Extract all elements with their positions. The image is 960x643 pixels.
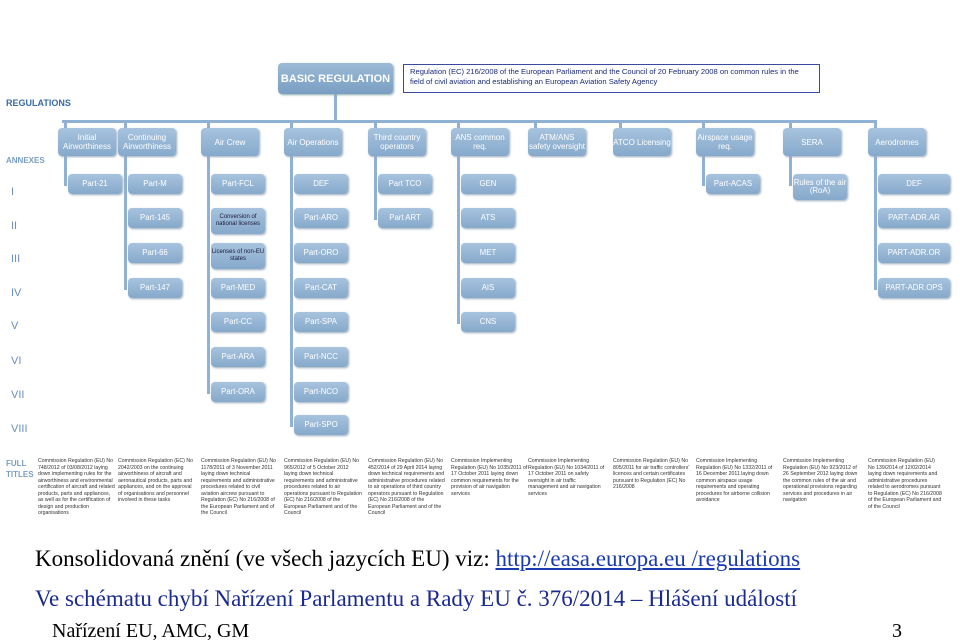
- annex-part: DEF: [294, 174, 348, 194]
- annex-number: VIII: [11, 423, 28, 435]
- annex-part: Licenses of non-EU states: [211, 243, 265, 269]
- regulation-header: Third country operators: [368, 128, 426, 156]
- annex-part: Part TCO: [378, 174, 432, 194]
- column-connector: [290, 120, 293, 427]
- full-title: Commission Regulation (EU) No 748/2012 of 03/08/2012 laying down implementing rules for the airworthiness and environmental certification of aircraft and related products, parts and appliances, as well as for the certification of design and production organisations: [38, 458, 115, 516]
- annex-part: Part-MED: [211, 278, 265, 298]
- missing-regulation-note: Ve schématu chybí Nařízení Parlamentu a Rady EU č. 376/2014 – Hlášení událostí: [35, 586, 797, 611]
- consolidated-text-line: [35, 546, 800, 572]
- annex-part: GEN: [461, 174, 515, 194]
- regulation-header: Air Crew: [201, 128, 259, 156]
- full-title: Commission Regulation (EU) No 1178/2011 of 3 November 2011 laying down technical requirements and administrative procedures related to civil aviation aircrew pursuant to Regulation (EC) No 216/2008 of the European Parliament and of the Council: [201, 458, 276, 516]
- annex-part: Part-21: [68, 174, 122, 194]
- annex-number: IV: [11, 287, 22, 299]
- annex-part: Rules of the air (RoA): [793, 174, 847, 200]
- annex-part: MET: [461, 243, 515, 263]
- full-title: Commission Regulation (EU) No 452/2014 of 29 April 2014 laying down technical requirements and administrative procedures related to air operations of third country operators pursuant to Regulation (EC) No 216/2008 of the European Parliament and of the Council: [368, 458, 445, 516]
- regulation-header: Continuing Airworthiness: [118, 128, 176, 156]
- regulation-header: Aerodromes: [868, 128, 926, 156]
- annex-part: PART-ADR.OPS: [878, 278, 950, 298]
- annex-part: Part-147: [128, 278, 182, 298]
- regulations-label: REGULATIONS: [6, 98, 71, 108]
- regulation-description: Regulation (EC) 216/2008 of the European Parliament and the Council of 20 February 2008 on common rules in the field of civil aviation and establishing an European Aviation Safety Agency: [403, 64, 820, 93]
- full-title: Commission Implementing Regulation (EU) No 1034/2011 of 17 October 2011 on safety oversight in air traffic management and air navigation services: [528, 458, 605, 497]
- annex-part: DEF: [878, 174, 950, 194]
- annex-part: PART-ADR.OR: [878, 243, 950, 263]
- annex-part: Part-ARA: [211, 347, 265, 367]
- annex-part: Part-NCO: [294, 382, 348, 402]
- annex-part: Part-145: [128, 208, 182, 228]
- annex-part: Part-NCC: [294, 347, 348, 367]
- full-title: Commission Implementing Regulation (EU) No 923/2012 of 26 September 2012 laying down the common rules of the air and operational provisions regarding services and procedures in air navigation: [783, 458, 858, 503]
- column-connector: [207, 120, 210, 394]
- annex-number: VII: [11, 389, 25, 401]
- annex-part: CNS: [461, 312, 515, 332]
- annex-part: Part-SPO: [294, 415, 348, 435]
- full-titles-label: FULL TITLES: [6, 459, 34, 479]
- top-connector: [62, 120, 877, 123]
- full-title: Commission Regulation (EU) No 805/2011 for air traffic controllers' licences and certain certificates pursuant to Regulation (EC) No 216/2008: [613, 458, 690, 490]
- regulation-header: ATCO Licensing: [613, 128, 671, 156]
- annex-number: III: [11, 253, 21, 265]
- page-number: 3: [892, 620, 902, 642]
- annex-part: Part-ARO: [294, 208, 348, 228]
- annex-part: Part-ACAS: [706, 174, 760, 194]
- annex-part: PART-ADR.AR: [878, 208, 950, 228]
- annex-part: Conversion of national licenses: [211, 208, 265, 234]
- regulation-header: Airspace usage req.: [696, 128, 754, 156]
- full-title: Commission Implementing Regulation (EU) No 1332/2011 of 16 December 2011 laying down common airspace usage requirements and operating procedures for airborne collision avoidance: [696, 458, 773, 503]
- annex-part: Part-CC: [211, 312, 265, 332]
- regulation-header: Initial Airworthiness: [58, 128, 116, 156]
- annex-part: Part ART: [378, 208, 432, 228]
- annex-part: Part-FCL: [211, 174, 265, 194]
- annex-number: VI: [11, 355, 22, 367]
- consolidated-text: Konsolidovaná znění (ve všech jazycích EU) viz:: [35, 546, 496, 571]
- annex-number: II: [11, 220, 18, 232]
- full-title: Commission Regulation (EU) No 139/2014 of 12/02/2014 laying down requirements and administrative procedures related to aerodromes pursuant to Regulation (EC) No 216/2008 of the European Parliament and of the Council: [868, 458, 942, 510]
- regulation-header: ANS common req.: [451, 128, 509, 156]
- annex-number: V: [11, 320, 19, 332]
- footer-left: Nařízení EU, AMC, GM: [52, 620, 250, 642]
- annex-part: Part-SPA: [294, 312, 348, 332]
- annex-part: Part-ORA: [211, 382, 265, 402]
- basic-connector: [334, 94, 337, 121]
- easa-link[interactable]: http://easa.europa.eu /regulations: [495, 546, 801, 571]
- regulation-header: SERA: [783, 128, 841, 156]
- annex-part: AIS: [461, 278, 515, 298]
- annex-number: I: [11, 186, 15, 198]
- annex-part: ATS: [461, 208, 515, 228]
- regulation-header: Air Operations: [284, 128, 342, 156]
- full-title: Commission Regulation (EC) No 2042/2003 on the continuing airworthiness of aircraft and aeronautical products, parts and appliances, and on the approval of organisations and personnel involved in these tasks: [118, 458, 193, 503]
- full-title: Commission Implementing Regulation (EU) No 1035/2011 of 17 October 2011 laying down common requirements for the provision of air navigation services: [451, 458, 528, 497]
- annex-part: Part-M: [128, 174, 182, 194]
- annex-part: Part-ORO: [294, 243, 348, 263]
- regulation-header: ATM/ANS safety oversight: [528, 128, 586, 156]
- full-title: Commission Regulation (EU) No 965/2012 of 5 October 2012 laying down technical requirements and administrative procedures related to air operations pursuant to Regulation (EC) No 216/2008 of the European Parliament and of the Council: [284, 458, 362, 516]
- annex-part: Part-66: [128, 243, 182, 263]
- basic-regulation-box: BASIC REGULATION: [278, 63, 393, 94]
- annexes-label: ANNEXES: [6, 156, 45, 165]
- annex-part: Part-CAT: [294, 278, 348, 298]
